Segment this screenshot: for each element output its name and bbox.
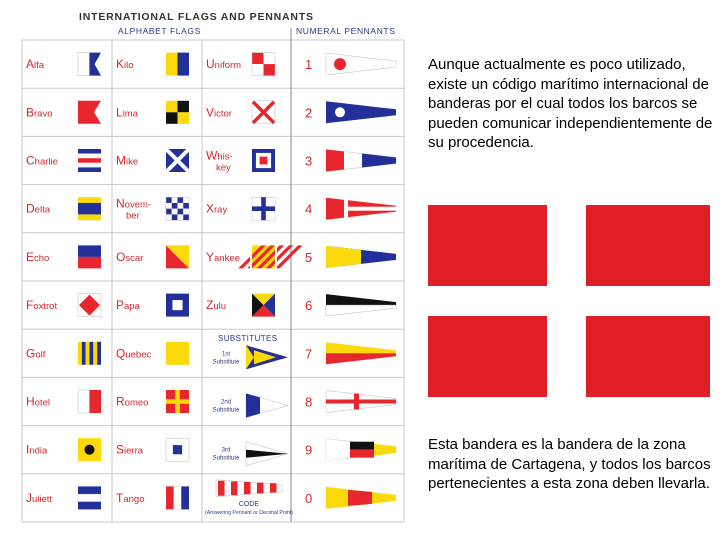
substitute-label: Substitute [212,455,240,462]
substitute-label: 1st [221,351,231,358]
bravo-flag-icon [78,101,101,124]
echo-flag-icon [78,245,101,268]
alphabet-flags-header: ALPHABET FLAGS [118,26,201,36]
numeral-pennant-5-icon [326,246,396,268]
flag-label-rest: ictor [214,108,232,120]
flag-label-rest: ravo [34,108,53,120]
flag-label-rest: uliett [32,493,53,505]
flag-label-rest: ike [126,156,139,168]
flag-label [116,443,144,457]
flag-label-initial: X [206,201,215,216]
flag-label-rest: otel [34,397,50,409]
numeral-pennant-9-icon [326,439,396,461]
chart-title: INTERNATIONAL FLAGS AND PENNANTS [79,11,314,23]
tango-flag-icon [166,486,189,509]
sierra-flag-icon [166,438,189,461]
flag-label-rest: olf [35,349,46,361]
substitute-label: 3rd [221,447,231,454]
flag-label-initial: E [26,249,35,264]
numeral-pennant-2-icon [326,101,396,123]
flag-label-rest: ndia [29,445,48,457]
flag-label-rest: scar [125,252,144,264]
cartagena-quarter-top-right [586,205,710,286]
xray-flag-icon [252,197,275,220]
cartagena-quarter-bottom-right [586,316,710,397]
flag-label [116,491,144,505]
code-pennant-icon [216,480,282,497]
flag-label-initial: O [116,249,126,264]
flag-label-initial: H [26,394,35,409]
papa-flag-icon [166,294,189,317]
flag-label [26,250,49,264]
flag-label-rest: omeo [124,397,149,409]
india-flag-icon [78,438,101,461]
zulu-flag-icon [252,294,275,317]
charlie-flag-icon [78,149,101,172]
flag-label [116,154,138,168]
flag-label-initial: V [206,105,215,120]
flag-label-rest: niform [214,60,242,72]
foxtrot-flag-icon [78,294,101,317]
romeo-flag-icon [166,390,189,413]
juliett-flag-icon [78,486,101,509]
flag-label [116,395,148,409]
code-note: (Answering Pennant or Decimal Point) [205,509,293,516]
flag-label-rest: ilo [124,60,134,72]
flag-label-rest: ulu [213,301,227,313]
flag-label-rest: apa [124,301,140,313]
cartagena-flag-icon [428,205,710,397]
numeral-label: 8 [305,394,313,410]
substitute-pennant-icon [246,442,288,466]
flag-label [116,346,151,360]
flag-label-initial: U [206,57,215,72]
flag-label-initial: M [116,153,126,168]
flag-label-initial: Z [206,298,214,313]
flag-label-line2: ber [126,210,140,222]
yankee-flag-icon [238,244,302,269]
flag-label [26,491,52,505]
numeral-pennant-6-icon [326,294,396,316]
oscar-flag-icon [166,245,189,268]
delta-flag-icon [78,197,101,220]
flag-label-initial: Q [116,346,126,361]
flag-label-rest: cho [34,252,50,264]
numeral-pennant-0-icon [326,487,396,509]
flag-label [116,105,139,119]
flag-label [116,197,151,211]
flag-label-line2: key [216,162,231,174]
cartagena-quarter-top-left [428,205,547,286]
numeral-label: 6 [305,298,313,314]
flag-label-initial: N [116,196,125,211]
victor-flag-icon [252,101,275,124]
substitute-label: Substitute [212,407,240,414]
code-label: CODE [238,500,260,508]
flag-label-rest: ima [122,108,138,120]
substitutes-header: SUBSTITUTES [218,334,278,344]
quebec-flag-icon [166,342,189,365]
alfa-flag-icon [78,53,101,76]
flag-label-initial: T [116,490,124,505]
flag-label-initial: L [116,105,123,120]
numeral-pennant-1-icon [326,53,396,75]
numeral-label: 5 [305,249,313,265]
flag-label-initial: F [26,298,34,313]
flag-label [26,57,45,71]
flag-label-rest: ray [214,204,228,216]
flag-label-initial: I [26,442,30,457]
intro-paragraph: Aunque actualmente es poco utilizado, existe un código marítimo internacional de banderas por el cual todos los barcos se pueden comunicar independientemente de su procedencia. [428,56,713,151]
flag-label-initial: Y [206,249,215,264]
hotel-flag-icon [78,390,101,413]
substitute-pennant-icon [246,394,288,418]
flag-label-rest: harlie [34,156,58,168]
flag-label-rest: lfa [34,60,45,72]
numeral-label: 2 [305,105,313,121]
golf-flag-icon [78,342,101,365]
flag-label [206,202,227,216]
cartagena-paragraph: Esta bandera es la bandera de la zona marítima de Cartagena, y todos los barcos pertenecientes a esta zona deben llevarla. [428,436,711,492]
numeral-label: 4 [305,201,313,217]
flag-label-rest: ankee [214,252,240,264]
flag-label [206,57,241,71]
flag-label-initial: J [26,490,32,505]
flag-label [116,298,141,312]
flag-label-initial: G [26,346,36,361]
flag-label-rest: oxtrot [33,301,58,313]
november-flag-icon [166,197,189,220]
flag-label-rest: ovem- [124,199,152,211]
numeral-label: 9 [305,442,313,458]
flag-label-rest: ango [123,493,145,505]
flag-label [26,298,57,312]
flag-label [26,105,53,119]
numeral-label: 7 [305,346,313,362]
flag-label-initial: B [26,105,35,120]
substitute-pennant-icon [246,345,288,369]
flag-label [206,298,226,312]
flag-label-initial: C [26,153,35,168]
mike-flag-icon [166,149,189,172]
flag-label [206,105,232,119]
kilo-flag-icon [166,53,189,76]
flag-label-rest: ierra [124,445,144,457]
flag-label-initial: R [116,394,125,409]
flag-label [116,250,143,264]
substitute-label: Substitute [212,359,240,366]
flag-label-rest: uebec [125,349,152,361]
numeral-label: 3 [305,153,313,169]
flag-label [26,395,50,409]
flag-label-initial: A [26,57,35,72]
flag-label-rest: elta [34,204,50,216]
substitute-label: 2nd [220,399,232,406]
flag-label [26,202,51,216]
flag-label [116,57,134,71]
numeral-pennant-3-icon [326,150,396,172]
cartagena-quarter-bottom-left [428,316,547,397]
flag-label-initial: K [116,57,125,72]
lima-flag-icon [166,101,189,124]
numeral-pennant-7-icon [326,342,396,364]
flag-label-initial: W [206,148,218,163]
uniform-flag-icon [252,53,275,76]
flag-label [206,149,233,163]
numeral-label: 1 [305,57,313,73]
numeral-pennants-header: NUMERAL PENNANTS [296,26,396,36]
whiskey-flag-icon [252,149,275,172]
numeral-label: 0 [305,490,313,506]
flag-label-initial: S [116,442,125,457]
flag-label [26,154,58,168]
flag-label-initial: P [116,298,125,313]
numeral-pennant-8-icon [326,391,396,413]
flag-label [206,250,240,264]
substitute-pennants [205,334,293,516]
flag-label [26,443,48,457]
flag-label-rest: his- [217,151,233,163]
flag-label-initial: D [26,201,35,216]
flag-label [26,346,46,360]
numeral-pennant-4-icon [326,198,396,220]
